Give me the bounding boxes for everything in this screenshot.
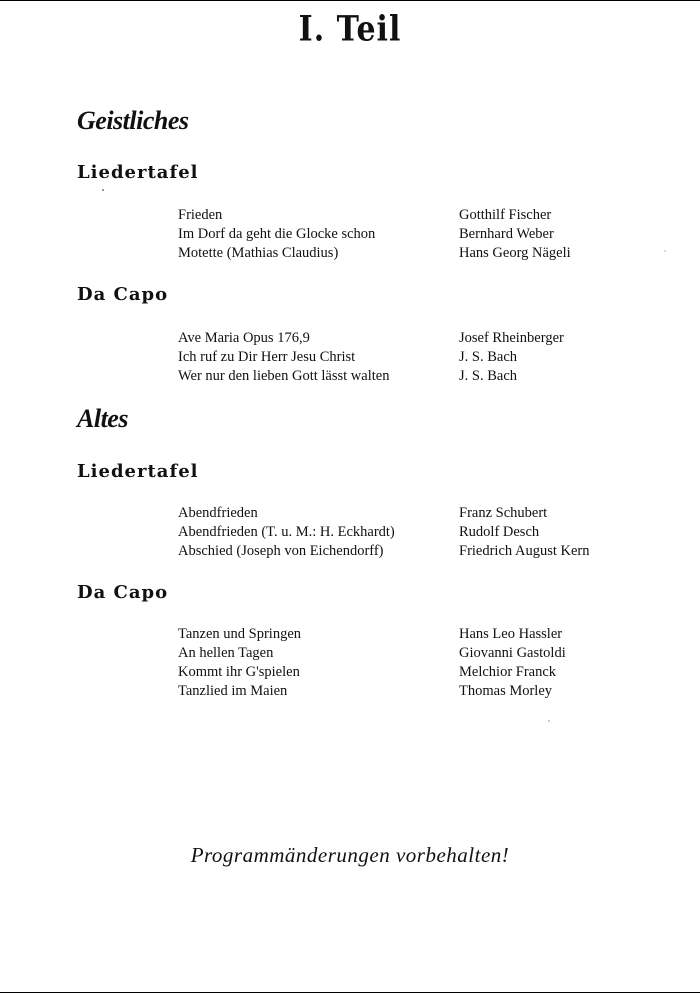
piece-title: Tanzen und Springen [178, 626, 302, 642]
piece-row [0, 244, 700, 263]
piece-title: An hellen Tagen [178, 645, 274, 661]
piece-row [0, 625, 700, 644]
piece-row [0, 504, 700, 523]
piece-row [0, 523, 700, 542]
piece-title: Kommt ihr G'spielen [178, 664, 300, 680]
piece-row [0, 225, 700, 244]
scan-speck [548, 720, 550, 722]
piece-composer: Franz Schubert [459, 505, 548, 521]
piece-title: Ich ruf zu Dir Herr Jesu Christ [178, 349, 356, 365]
group-heading-da-capo: Da Capo [77, 582, 169, 603]
piece-row [0, 644, 700, 663]
piece-title: Tanzlied im Maien [178, 683, 288, 699]
piece-title: Motette (Mathias Claudius) [178, 245, 339, 261]
scan-speck [664, 250, 666, 252]
piece-title: Ave Maria Opus 176,9 [178, 330, 310, 346]
piece-title: Abendfrieden [178, 505, 258, 521]
piece-row [0, 542, 700, 561]
piece-composer: Hans Leo Hassler [459, 626, 563, 642]
piece-row [0, 206, 700, 225]
piece-row [0, 329, 700, 348]
group-heading-liedertafel: Liedertafel [77, 461, 199, 482]
piece-list [0, 329, 700, 386]
piece-title: Im Dorf da geht die Glocke schon [178, 226, 376, 242]
piece-title: Wer nur den lieben Gott lässt walten [178, 368, 390, 384]
piece-composer: Josef Rheinberger [459, 330, 564, 346]
footer-note: Programmänderungen vorbehalten! [190, 843, 510, 867]
piece-title: Abschied (Joseph von Eichendorff) [178, 543, 384, 559]
piece-row [0, 367, 700, 386]
piece-list [0, 504, 700, 561]
section-heading-altes: Altes [77, 404, 128, 433]
piece-composer: Rudolf Desch [459, 524, 540, 540]
section-heading-geistliches: Geistliches [77, 106, 189, 135]
piece-composer: Melchior Franck [459, 664, 557, 680]
piece-title: Abendfrieden (T. u. M.: H. Eckhardt) [178, 524, 395, 540]
piece-list [0, 625, 700, 701]
piece-row [0, 348, 700, 367]
piece-list [0, 206, 700, 263]
group-heading-da-capo: Da Capo [77, 284, 169, 305]
piece-composer: Giovanni Gastoldi [459, 645, 566, 661]
piece-title: Frieden [178, 207, 223, 223]
page-title: I. Teil [298, 9, 402, 50]
piece-composer: Gotthilf Fischer [459, 207, 552, 223]
piece-composer: Hans Georg Nägeli [459, 245, 571, 261]
piece-composer: Thomas Morley [459, 683, 553, 699]
piece-composer: J. S. Bach [459, 349, 517, 365]
piece-row [0, 663, 700, 682]
piece-row [0, 682, 700, 701]
group-heading-liedertafel: Liedertafel [77, 162, 199, 183]
top-rule [0, 0, 700, 1]
piece-composer: Bernhard Weber [459, 226, 554, 242]
piece-composer: J. S. Bach [459, 368, 517, 384]
piece-composer: Friedrich August Kern [459, 543, 590, 559]
scan-speck [102, 189, 104, 191]
bottom-rule [0, 992, 700, 993]
